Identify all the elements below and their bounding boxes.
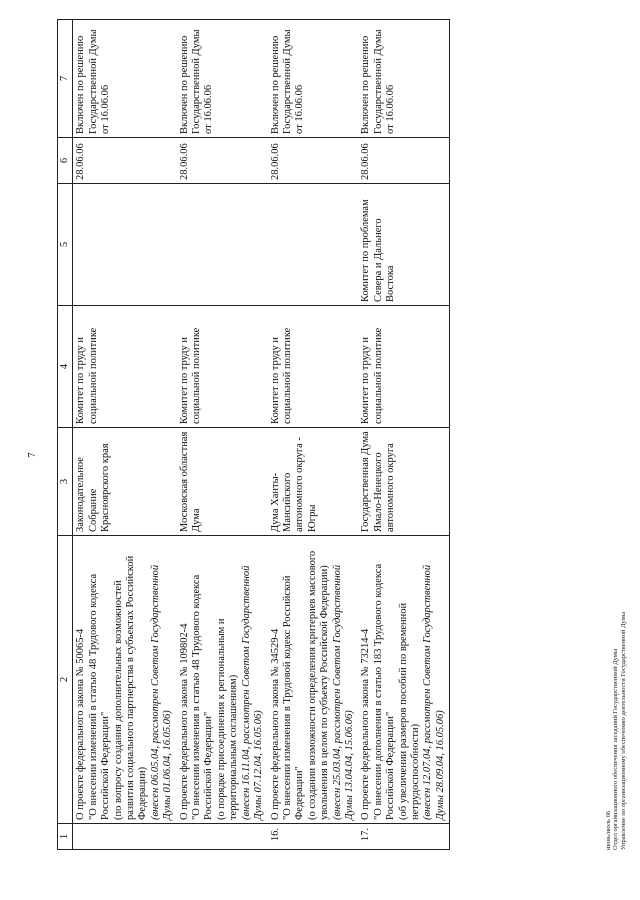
bill-quote: "О внесении изменения в статью 48 Трудового кодекса Российской Федерации" [191, 574, 215, 820]
committee: Комитет по труду и социальной политике [358, 306, 449, 428]
bill-note: (о порядке присоединения к региональным и территориальным соглашениям) [215, 618, 240, 820]
initiator: Законодательное Собрание Красноярского края [73, 428, 177, 536]
bill-description [358, 536, 449, 824]
column-header: 4 [58, 306, 73, 428]
footer-directorate: Управление по организационному обеспечению деятельности Государственной Думы [619, 611, 627, 850]
table-row [268, 20, 359, 850]
column-header: 2 [58, 536, 73, 824]
row-number [73, 824, 177, 850]
co-committee [268, 184, 359, 306]
bill-note: (о создании возможности определения критериев массового увольнения в целом по субъекту Российской Федерации) [306, 550, 331, 820]
co-committee: Комитет по проблемам Севера и Дальнего Востока [358, 184, 449, 306]
bill-title: О проекте федерального закона № 109802-4 [178, 623, 190, 820]
bill-description [268, 536, 359, 824]
decision: Включен по решению Государственной Думы от 16.06.06 [73, 20, 177, 138]
co-committee [73, 184, 177, 306]
date: 28.06.06 [358, 138, 449, 184]
bill-submitted: (внесен 25.03.04, рассмотрен Советом Государственной Думы 13.04.04, 15.06.06) [331, 564, 355, 820]
decision: Включен по решению Государственной Думы от 16.06.06 [358, 20, 449, 138]
bill-description [73, 536, 177, 824]
bill-submitted: (внесен 12.07.04, рассмотрен Советом Государственной Думы 28.09.04, 16.05.06) [422, 564, 446, 820]
legislation-table [57, 19, 450, 850]
bill-quote: "О внесении дополнения в статью 183 Трудового кодекса Российской Федерации" [372, 563, 397, 820]
committee: Комитет по труду и социальной политике [177, 306, 268, 428]
column-header: 5 [58, 184, 73, 306]
row-number: 17. [358, 824, 449, 850]
bill-submitted: (внесен 06.05.04, рассмотрен Советом Государственной Думы 01.06.04, 16.05.06) [149, 564, 174, 820]
date: 28.06.06 [268, 138, 359, 184]
decision: Включен по решению Государственной Думы от 16.06.06 [268, 20, 359, 138]
co-committee [177, 184, 268, 306]
bill-note: (по вопросу создания дополнительных возможностей развития социального партнерства в субъектах Российской Федерации) [112, 555, 149, 820]
footer-department: Отдел организационного обеспечения заседаний Государственной Думы [612, 648, 620, 850]
column-header: 3 [58, 428, 73, 536]
bill-title: О проекте федерального закона № 50065-4 [75, 628, 87, 820]
table-row [73, 20, 177, 850]
decision: Включен по решению Государственной Думы от 16.06.06 [177, 20, 268, 138]
committee: Комитет по труду и социальной политике [73, 306, 177, 428]
row-number: 16. [268, 824, 359, 850]
bill-quote: "О внесении изменений в статью 48 Трудового кодекса Российской Федерации" [87, 573, 112, 820]
row-number [177, 824, 268, 850]
date: 28.06.06 [73, 138, 177, 184]
bill-title: О проекте федерального закона № 34529-4 [269, 628, 281, 820]
date: 28.06.06 [177, 138, 268, 184]
initiator: Московская областная Дума [177, 428, 268, 536]
column-header: 6 [58, 138, 73, 184]
bill-note: (об увеличении размеров пособий по временной нетрудоспособности) [397, 602, 421, 820]
table-header-row [58, 20, 73, 850]
initiator: Дума Ханты-Мансийского автономного округа - Югры [268, 428, 359, 536]
page-footer [605, 290, 627, 850]
page-number: 7 [27, 452, 38, 458]
bill-submitted: (внесен 16.11.04, рассмотрен Советом Государственной Думы 07.12.04, 16.05.06) [240, 565, 265, 820]
committee: Комитет по труду и социальной политике [268, 306, 359, 428]
bill-title: О проекте федерального закона № 73214-4 [360, 628, 372, 820]
table-row [177, 20, 268, 850]
table-row [358, 20, 449, 850]
column-header: 7 [58, 20, 73, 138]
footer-date: июнь/июль 06 [605, 810, 612, 850]
initiator: Государственная Дума Ямало-Ненецкого автономного округа [358, 428, 449, 536]
rotated-page [25, 20, 627, 890]
column-header: 1 [58, 824, 73, 850]
bill-description [177, 536, 268, 824]
bill-quote: "О внесении изменения в Трудовой кодекс Российской Федерации" [281, 575, 306, 820]
